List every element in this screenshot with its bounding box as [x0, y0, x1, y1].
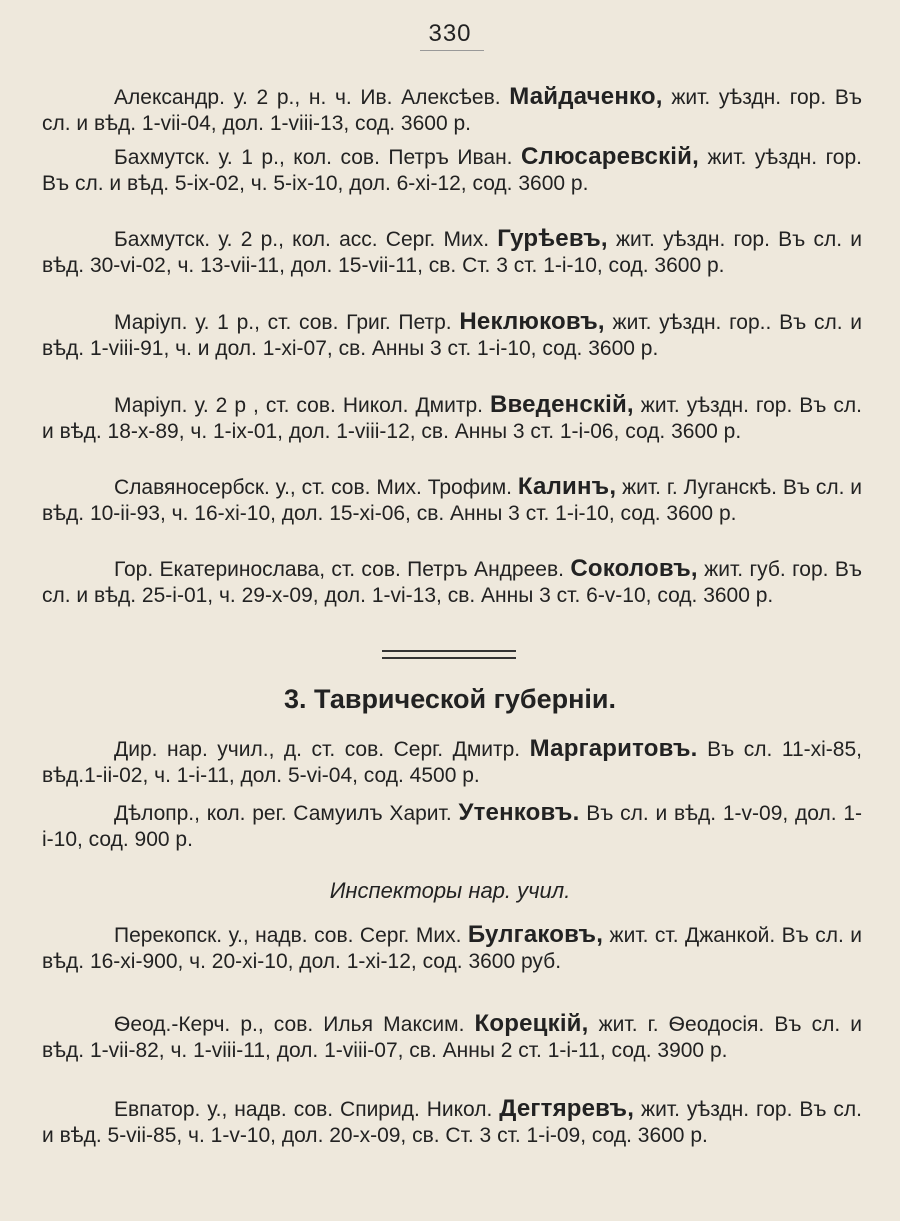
entry-name: Введенскій,: [489, 391, 634, 418]
entry-rest: жит. уѣздн. гор. Въ сл. и вѣд. 18-x-89, ч. 1-ix-01, дол. 1-viii-12, св. Анны 3 ст. 1-i-06, сод. 3600 р.: [42, 394, 862, 443]
entry-degtiarev: [42, 1096, 862, 1149]
entry-name: Калинъ,: [517, 473, 617, 500]
entry-rest: жит. ст. Джанкой. Въ сл. и вѣд. 16-xi-900, ч. 20-xi-10, дол. 1-xi-12, сод. 3600 руб.: [42, 924, 863, 973]
entry-rest: жит. уѣздн. гор.. Въ сл. и вѣд. 1-viii-91, ч. и дол. 1-xi-07, св. Анны 3 ст. 1-i-10, сод. 3600 р.: [42, 311, 862, 360]
entry-lead: Перекопск. у., надв. сов. Серг. Мих.: [114, 924, 468, 947]
entry-name: Булгаковъ,: [467, 921, 604, 948]
entry-gureev: [42, 226, 862, 279]
entry-rest: жит. уѣздн. гор. Въ сл. и вѣд. 1-vii-04, дол. 1-viii-13, сод. 3600 р.: [42, 86, 862, 135]
section-heading: 3. Таврической губерніи.: [283, 684, 616, 714]
entry-name: Гурѣевъ,: [497, 225, 608, 252]
entry-lead: Евпатор. у., надв. сов. Спирид. Никол.: [114, 1098, 500, 1121]
entry-name: Утенковъ.: [458, 799, 580, 826]
entry-lead: Дѣлопр., кол. рег. Самуилъ Харит.: [114, 802, 459, 825]
entry-lead: Гор. Екатеринослава, ст. сов. Петръ Андреев.: [114, 558, 571, 581]
entry-rest: жит. г. Ѳеодосія. Въ сл. и вѣд. 1-vii-82, ч. 1-viii-11, дол. 1-viii-07, св. Анны 2 ст. 1-i-11, сод. 3900 р.: [42, 1013, 863, 1062]
entry-sokolov: [42, 556, 862, 609]
entry-utenkov: [42, 800, 862, 853]
entry-name: Корецкій,: [474, 1010, 589, 1037]
entry-name: Неклюковъ,: [459, 308, 605, 335]
entry-sliusarevskii: [42, 144, 862, 197]
entry-nekliukov: [42, 309, 862, 362]
entry-lead: Дир. нар. учил., д. ст. сов. Серг. Дмитр.: [114, 738, 530, 761]
entry-vvedenskii: [42, 392, 862, 445]
entry-rest: жит. г. Луганскѣ. Въ сл. и вѣд. 10-ii-93, ч. 16-xi-10, дол. 15-xi-06, св. Анны 3 ст. 1-i-10, сод. 3600 р.: [42, 476, 862, 525]
subheading-inspectors: Инспекторы нар. учил.: [329, 878, 571, 903]
entry-lead: Славяносербск. у., ст. сов. Мих. Трофим.: [114, 476, 518, 499]
entry-name: Майдаченко,: [509, 83, 663, 110]
entry-maidachenko: [42, 84, 862, 137]
entry-rest: жит. уѣздн. гор. Въ сл. и вѣд. 5-vii-85, ч. 1-v-10, дол. 20-x-09, св. Ст. 3 ст. 1-i-09, сод. 3600 р.: [42, 1098, 862, 1147]
entry-lead: Ѳеод.-Керч. р., сов. Илья Максим.: [114, 1013, 475, 1036]
entry-rest: Въ сл. и вѣд. 1-v-09, дол. 1-i-10, сод. 900 р.: [42, 802, 862, 851]
entry-lead: Александр. у. 2 р., н. ч. Ив. Алексѣев.: [114, 86, 510, 109]
entry-koretskii: [42, 1011, 862, 1064]
entry-name: Слюсаревскій,: [521, 143, 699, 170]
page-number-rule: [420, 50, 484, 51]
entry-kalin: [42, 474, 862, 527]
entry-bulgakov: [42, 922, 862, 975]
entry-lead: Маріуп. у. 1 р., ст. сов. Григ. Петр.: [114, 311, 460, 334]
section-divider: [382, 650, 516, 659]
entry-margaritov: [42, 736, 862, 789]
entry-lead: Маріуп. у. 2 р , ст. сов. Никол. Дмитр.: [114, 394, 490, 417]
entry-lead: Бахмутск. у. 1 р., кол. сов. Петръ Иван.: [114, 146, 522, 169]
entry-rest: жит. губ. гор. Въ сл. и вѣд. 25-i-01, ч. 29-x-09, дол. 1-vi-13, св. Анны 3 ст. 6-v-10, сод. 3600 р.: [42, 558, 862, 607]
entry-rest: жит. уѣздн. гор. Въ сл. и вѣд. 5-ix-02, ч. 5-ix-10, дол. 6-xi-12, сод. 3600 р.: [42, 146, 862, 195]
entry-name: Соколовъ,: [570, 555, 698, 582]
entry-name: Маргаритовъ.: [529, 735, 698, 762]
entry-rest: жит. уѣздн. гор. Въ сл. и вѣд. 30-vi-02, ч. 13-vii-11, дол. 15-vii-11, св. Ст. 3 ст. 1-i-10, сод. 3600 р.: [42, 228, 862, 277]
entry-lead: Бахмутск. у. 2 р., кол. асс. Серг. Мих.: [114, 228, 498, 251]
entry-name: Дегтяревъ,: [499, 1095, 635, 1122]
entry-rest: Въ сл. 11-xi-85, вѣд.1-ii-02, ч. 1-i-11, дол. 5-vi-04, сод. 4500 р.: [42, 738, 862, 787]
page-number: 330: [428, 20, 472, 47]
